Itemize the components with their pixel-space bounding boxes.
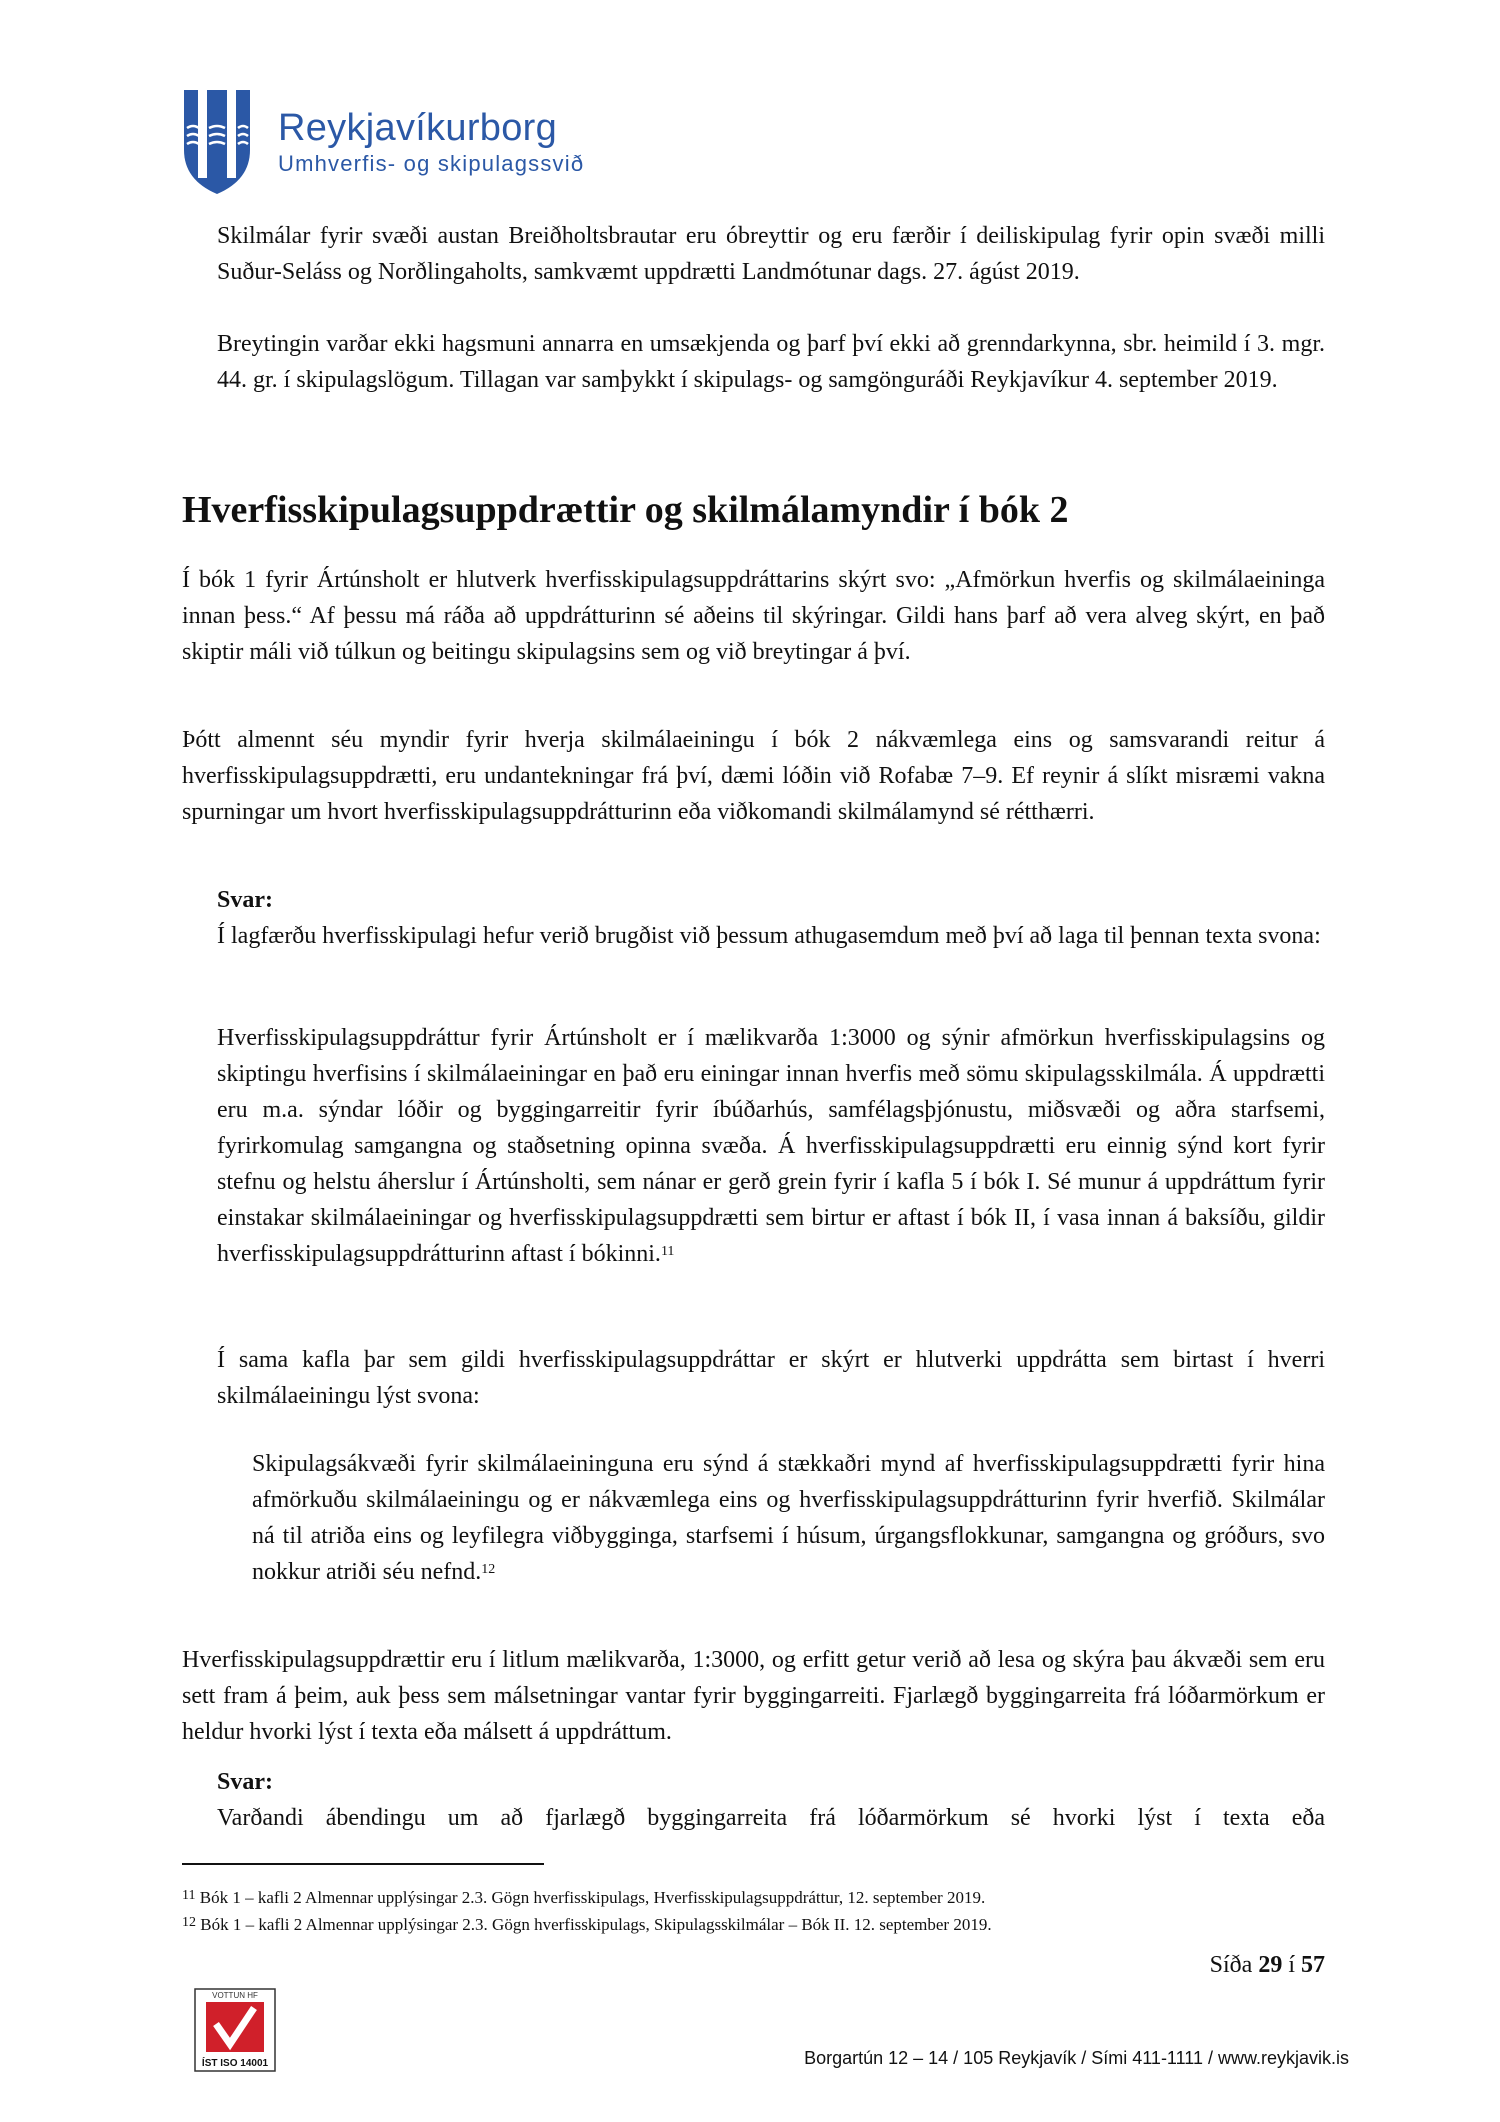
brand-department: Umhverfis- og skipulagssvið — [278, 151, 585, 176]
page-middle: í — [1288, 1952, 1295, 1978]
page-current: 29 — [1258, 1952, 1283, 1978]
footnote-number: 12 — [182, 1915, 196, 1930]
paragraph: Í bók 1 fyrir Ártúnsholt er hlutverk hverfisskipulagsuppdráttarins skýrt svo: „Afmörkun hverfis og skilmálaeininga innan þess.“ Af þessu má ráða að uppdrátturinn sé aðeins til skýringar. Gildi hans þarf að vera alveg skýrt, en það skiptir máli við túlkun og beitingu skipulagsins sem og við breytingar á því. — [182, 567, 1325, 665]
paragraph: Í lagfærðu hverfisskipulagi hefur verið brugðist við þessum athugasemdum með því að laga til þennan texta svona: — [217, 923, 1321, 949]
paragraph: Þótt almennt séu myndir fyrir hverja skilmálaeiningu í bók 2 nákvæmlega eins og samsvarandi reitur á hverfisskipulagsuppdrætti, eru undantekningar frá því, dæmi lóðin við Rofabæ 7–9. Ef reynir á slíkt misræmi vakna spurningar um hvort hverfisskipulagsuppdrátturinn eða viðkomandi skilmálamynd sé rétthærri. — [182, 727, 1325, 825]
footnote-number: 11 — [182, 1888, 196, 1903]
cert-top-label: VOTTUN HF — [212, 1991, 258, 2000]
footnote-text: Bók 1 – kafli 2 Almennar upplýsingar 2.3. Gögn hverfisskipulags, Skipulagsskilmálar – Bók II. 12. september 2019. — [200, 1915, 992, 1934]
section-heading: Hverfisskipulagsuppdrættir og skilmálamyndir í bók 2 — [182, 489, 1069, 531]
footnote — [182, 1913, 992, 1937]
paragraph: Hverfisskipulagsuppdrættir eru í litlum mælikvarða, 1:3000, og erfitt getur verið að lesa og skýra þau ákvæði sem eru sett fram á þeim, auk þess sem málsetningar vantar fyrir byggingarreiti. Fjarlægð byggingarreita frá lóðarmörkum er heldur hvorki lýst í texta eða málsett á uppdráttum. — [182, 1647, 1325, 1745]
cert-bottom-label: ÍST ISO 14001 — [201, 2058, 269, 2069]
footnote-ref[interactable]: 12 — [481, 1562, 496, 1577]
footer-address: Borgartún 12 – 14 / 105 Reykjavík / Sími 411-1111 / www.reykjavik.is — [804, 2048, 1349, 2068]
answer-label: Svar: — [217, 887, 273, 913]
answer-label: Svar: — [217, 1769, 273, 1795]
footnote-text: Bók 1 – kafli 2 Almennar upplýsingar 2.3. Gögn hverfisskipulags, Hverfisskipulagsuppdráttur, 12. september 2019. — [199, 1888, 986, 1907]
brand-block — [278, 108, 584, 178]
page-total: 57 — [1301, 1952, 1325, 1978]
paragraph: Í sama kafla þar sem gildi hverfisskipulagsuppdráttar er skýrt er hlutverki uppdrátta sem birtast í hverri skilmálaeiningu lýst svona: — [217, 1347, 1325, 1409]
paragraph: Varðandi ábendingu um að fjarlægð byggingarreita frá lóðarmörkum sé hvorki lýst í texta eða — [217, 1805, 1325, 1831]
reykjavik-shield-icon — [182, 88, 252, 196]
footnote — [182, 1886, 985, 1910]
quoted-text: Skipulagsákvæði fyrir skilmálaeininguna eru sýnd á stækkaðri mynd af hverfisskipulagsuppdrætti fyrir hina afmörkuðu skilmálaeiningu og er nákvæmlega eins og hverfisskipulagsuppdrátturinn fyrir hverfið. Skilmálar ná til atriða eins og leyfilegra viðbygginga, starfsemi í húsum, úrgangsflokkunar, samgangna og gróðurs, svo nokkur atriði séu nefnd. — [252, 1451, 1325, 1585]
paragraph: Breytingin varðar ekki hagsmuni annarra en umsækjenda og þarf því ekki að grenndarkynna, sbr. heimild í 3. mgr. 44. gr. í skipulagslögum. Tillagan var samþykkt í skipulags- og samgönguráði Reykjavíkur 4. september 2019. — [217, 331, 1325, 393]
brand-name: Reykjavíkurborg — [278, 107, 558, 149]
iso-certification-icon — [194, 1988, 276, 2072]
page-number — [1210, 1950, 1325, 1980]
footnote-separator — [182, 1863, 544, 1865]
block-quote — [252, 1446, 1325, 1590]
page-prefix: Síða — [1209, 1952, 1253, 1978]
footnote-ref[interactable]: 11 — [660, 1244, 675, 1259]
quoted-text: Hverfisskipulagsuppdráttur fyrir Ártúnsholt er í mælikvarða 1:3000 og sýnir afmörkun hverfisskipulagsins og skiptingu hverfisins í skilmálaeiningar en það eru einingar innan hverfis með sömu skipulagsskilmála. Á uppdrætti eru m.a. sýndar lóðir og byggingarreitir fyrir íbúðarhús, samfélagsþjónustu, miðsvæði og aðra starfsemi, fyrirkomulag samgangna og staðsetning opinna svæða. Á hverfisskipulagsuppdrætti eru einnig sýnd kort fyrir stefnu og helstu áherslur í Ártúnsholti, sem nánar er gerð grein fyrir í kafla 5 í bók I. Sé munur á uppdráttum fyrir einstakar skilmálaeiningar og hverfisskipulagsuppdrætti sem birtur er aftast í bók II, í vasa innan á baksíðu, gildir hverfisskipulagsuppdrátturinn aftast í bókinni. — [217, 1025, 1325, 1267]
paragraph: Skilmálar fyrir svæði austan Breiðholtsbrautar eru óbreyttir og eru færðir í deiliskipulag fyrir opin svæði milli Suður-Seláss og Norðlingaholts, samkvæmt uppdrætti Landmótunar dags. 27. ágúst 2019. — [217, 223, 1325, 285]
quoted-paragraph — [217, 1020, 1325, 1272]
